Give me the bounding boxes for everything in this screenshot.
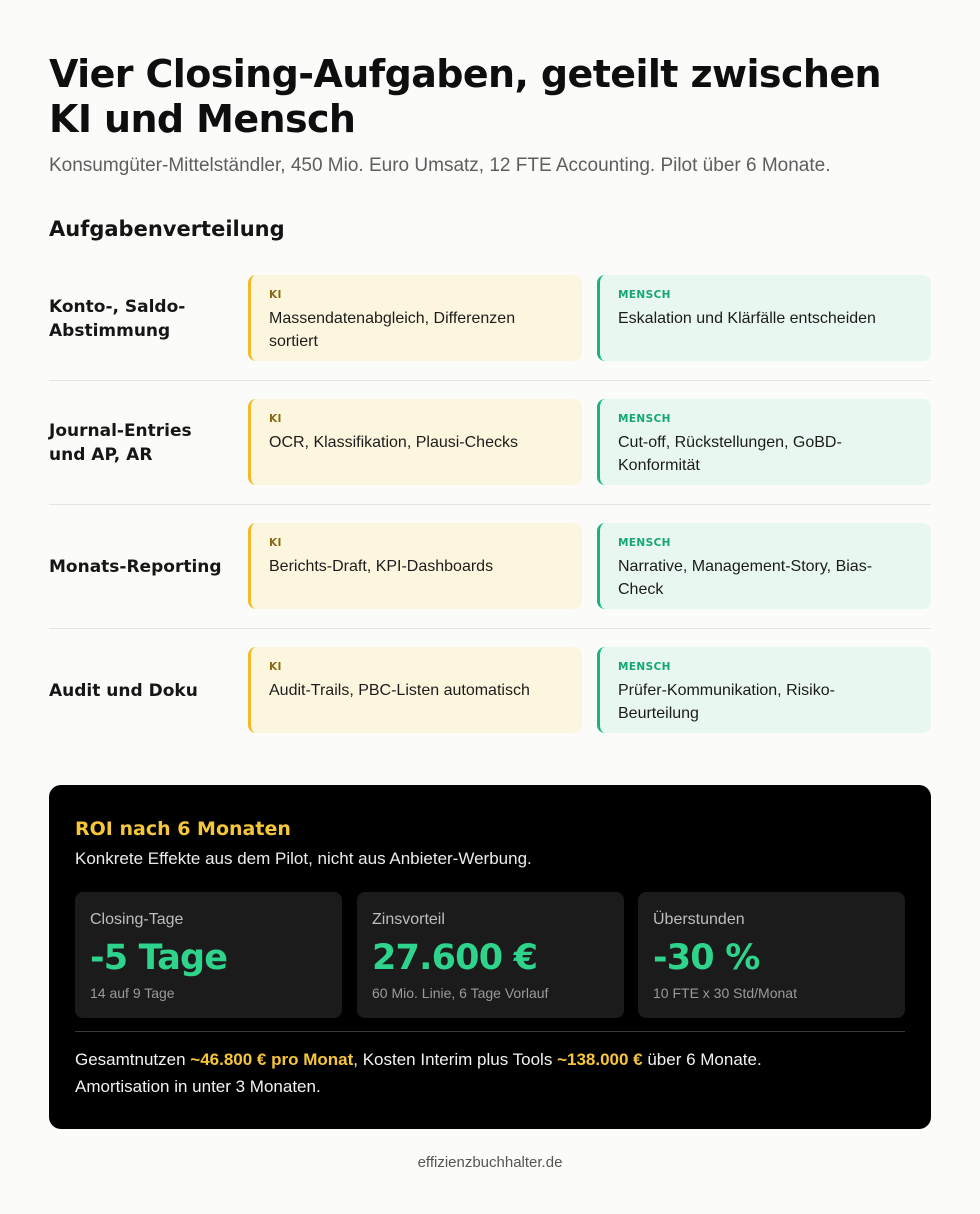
mensch-task-text: Narrative, Management-Story, Bias-Check (618, 558, 873, 598)
ki-tag: KI (269, 289, 282, 301)
page-title: Vier Closing-Aufgaben, geteilt zwischen KI und Mensch (49, 52, 881, 141)
task-row-journal (49, 399, 931, 487)
metric-label: Closing-Tage (90, 911, 184, 928)
metric-card-closing-tage (75, 892, 342, 1018)
ki-tag: KI (269, 537, 282, 549)
ki-card (248, 399, 582, 485)
metric-label: Überstunden (653, 911, 745, 928)
ki-card (248, 275, 582, 361)
mensch-task-text: Prüfer-Kommunikation, Risiko-Beurteilung (618, 682, 835, 722)
metric-value: 27.600 € (372, 938, 538, 978)
row-divider (49, 504, 931, 505)
summary-highlight-cost: ~138.000 € (557, 1050, 643, 1069)
page-subtitle: Konsumgüter-Mittelständler, 450 Mio. Euro Umsatz, 12 FTE Accounting. Pilot über 6 Monate. (49, 155, 831, 176)
footer-domain: effizienzbuchhalter.de (417, 1154, 563, 1171)
task-label: Audit und Doku (49, 681, 198, 701)
section-title: Aufgabenverteilung (49, 217, 285, 241)
mensch-tag: MENSCH (618, 537, 671, 549)
task-row-audit (49, 647, 931, 735)
roi-summary (75, 1046, 915, 1100)
metric-card-ueberstunden (638, 892, 905, 1018)
mensch-tag: MENSCH (618, 413, 671, 425)
task-row-abstimmung (49, 275, 931, 363)
metric-card-zinsvorteil (357, 892, 624, 1018)
ki-tag: KI (269, 661, 282, 673)
ki-tag: KI (269, 413, 282, 425)
roi-panel (49, 785, 931, 1129)
summary-amortisation: Amortisation in unter 3 Monaten. (75, 1077, 321, 1096)
mensch-card (597, 523, 931, 609)
ki-task-text: OCR, Klassifikation, Plausi-Checks (269, 434, 518, 451)
ki-task-text: Berichts-Draft, KPI-Dashboards (269, 558, 494, 575)
mensch-card (597, 275, 931, 361)
summary-text: über 6 Monate. (642, 1050, 762, 1069)
metric-value: -30 % (653, 938, 760, 978)
roi-subtitle: Konkrete Effekte aus dem Pilot, nicht aus Anbieter-Werbung. (75, 849, 532, 868)
summary-text: , Kosten Interim plus Tools (353, 1050, 558, 1069)
metric-note: 10 FTE x 30 Std/Monat (653, 985, 797, 1001)
task-label: Konto-, Saldo-Abstimmung (49, 297, 186, 341)
roi-title: ROI nach 6 Monaten (75, 818, 291, 840)
metric-note: 60 Mio. Linie, 6 Tage Vorlauf (372, 985, 549, 1001)
summary-highlight-benefit: ~46.800 € pro Monat (190, 1050, 354, 1069)
summary-text: Gesamtnutzen (75, 1050, 191, 1069)
mensch-card (597, 399, 931, 485)
task-label: Monats-Reporting (49, 557, 222, 577)
mensch-task-text: Eskalation und Klärfälle entscheiden (618, 310, 876, 327)
mensch-tag: MENSCH (618, 289, 671, 301)
mensch-task-text: Cut-off, Rückstellungen, GoBD-Konformität (618, 434, 842, 474)
metric-note: 14 auf 9 Tage (90, 985, 175, 1001)
mensch-tag: MENSCH (618, 661, 671, 673)
task-label: Journal-Entries und AP, AR (49, 421, 192, 465)
ki-card (248, 647, 582, 733)
metric-label: Zinsvorteil (372, 911, 445, 928)
mensch-card (597, 647, 931, 733)
task-row-reporting (49, 523, 931, 611)
row-divider (49, 380, 931, 381)
ki-task-text: Audit-Trails, PBC-Listen automatisch (269, 682, 530, 699)
row-divider (49, 628, 931, 629)
ki-task-text: Massendatenabgleich, Differenzen sortiert (269, 310, 516, 350)
roi-divider (75, 1031, 905, 1032)
ki-card (248, 523, 582, 609)
metric-value: -5 Tage (90, 938, 228, 978)
